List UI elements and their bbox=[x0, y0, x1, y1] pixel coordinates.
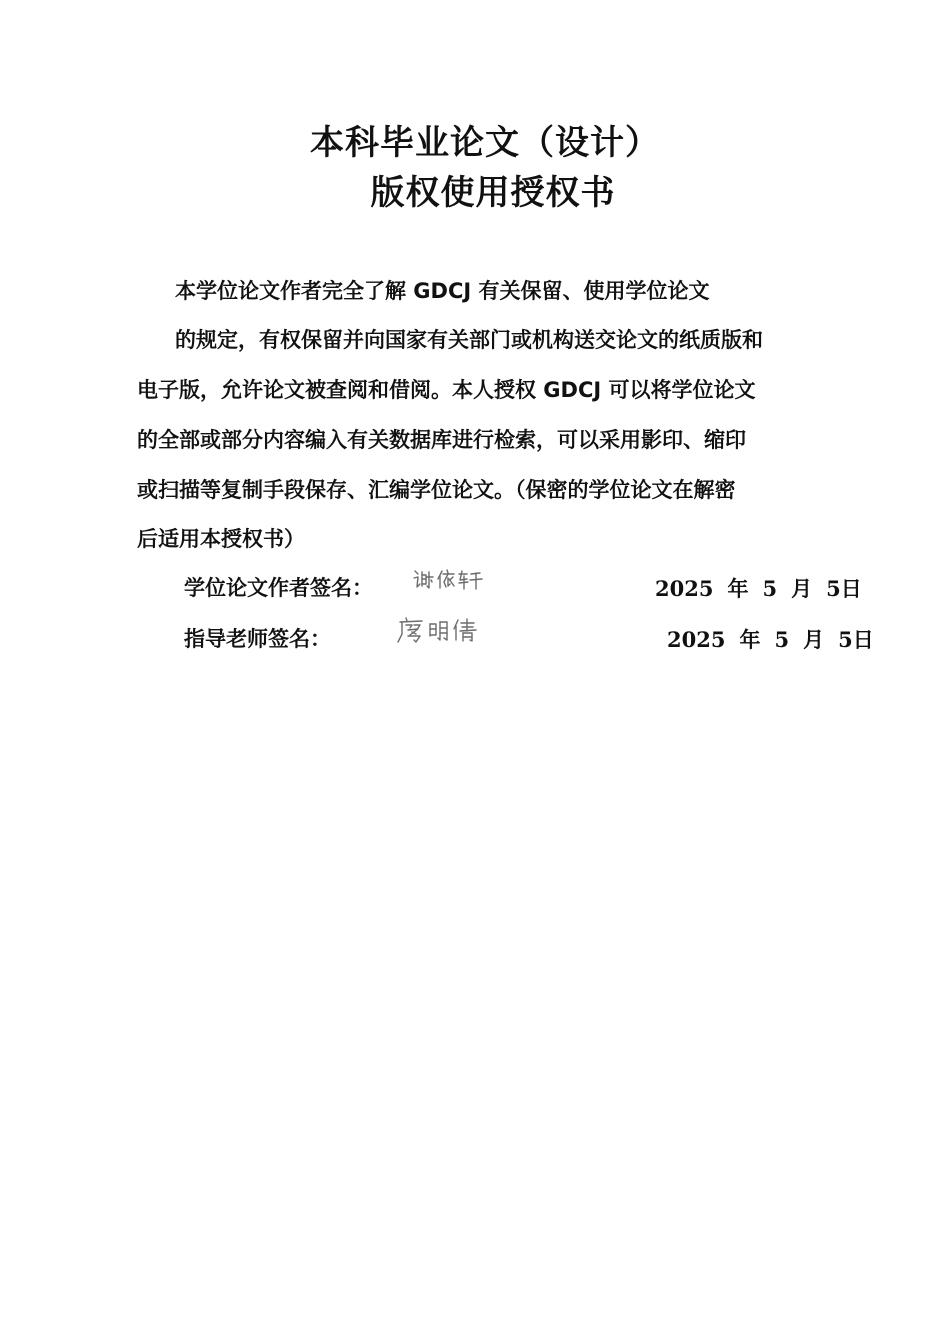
author-handwritten-signature bbox=[412, 566, 492, 594]
author-date-year-unit: 年 bbox=[727, 577, 749, 601]
paragraph-line-2: 的规定，有权保留并向国家有关部门或机构送交论文的纸质版和 bbox=[175, 328, 763, 352]
advisor-signature-label: 指导老师签名： bbox=[184, 627, 331, 651]
advisor-date-month: 5 bbox=[774, 627, 790, 652]
advisor-date-year: 2025 bbox=[667, 627, 726, 652]
author-signature-date bbox=[655, 578, 862, 600]
advisor-handwritten-signature bbox=[396, 614, 492, 646]
author-date-day-unit: 日 bbox=[840, 577, 862, 601]
author-date-month-unit: 月 bbox=[791, 577, 813, 601]
advisor-date-day-unit: 日 bbox=[852, 628, 874, 652]
paragraph-line-5: 或扫描等复制手段保存、汇编学位论文。（保密的学位论文在解密 bbox=[137, 478, 736, 502]
document-title: 本科毕业论文（设计） bbox=[310, 123, 660, 163]
advisor-date-year-unit: 年 bbox=[739, 628, 761, 652]
paragraph-line-4: 的全部或部分内容编入有关数据库进行检索，可以采用影印、缩印 bbox=[137, 428, 746, 452]
advisor-date-month-unit: 月 bbox=[803, 628, 825, 652]
advisor-date-day: 5 bbox=[838, 627, 853, 652]
author-date-year: 2025 bbox=[655, 576, 714, 601]
author-date-month: 5 bbox=[762, 576, 778, 601]
author-signature-label: 学位论文作者签名： bbox=[184, 576, 373, 600]
paragraph-line-1: 本学位论文作者完全了解 GDCJ 有关保留、使用学位论文 bbox=[175, 279, 710, 303]
author-date-day: 5 bbox=[826, 576, 841, 601]
document-subtitle: 版权使用授权书 bbox=[370, 173, 616, 213]
advisor-signature-date bbox=[667, 629, 874, 651]
paragraph-line-6: 后适用本授权书） bbox=[137, 527, 305, 551]
paragraph-line-3: 电子版，允许论文被查阅和借阅。本人授权 GDCJ 可以将学位论文 bbox=[137, 378, 756, 402]
